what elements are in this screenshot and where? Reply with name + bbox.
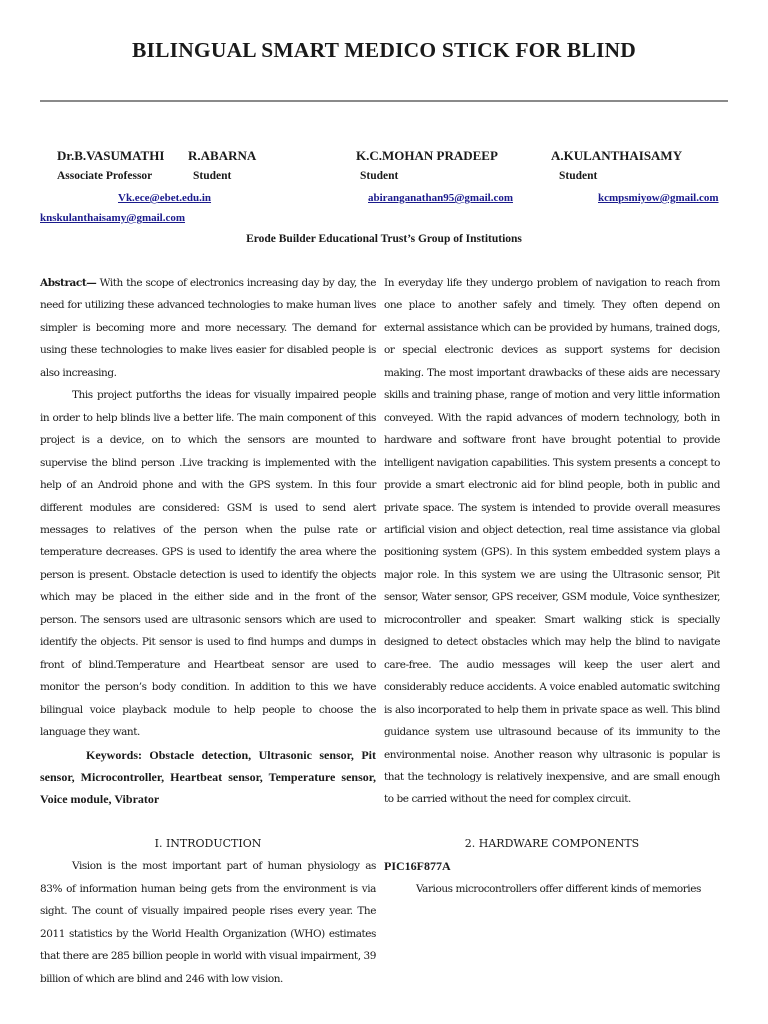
abstract-paragraph-1: Abstract— With the scope of electronics increasing day by day, the need for utilizing these advanced technologies to make human lives simpler is becoming more and more necessary. The demand for using these technologies to make lives easier for disabled people is also increasing.: [40, 277, 376, 379]
right-column: [384, 272, 720, 1024]
author-name-4: A.KULANTHAISAMY: [551, 148, 683, 163]
author-role-3: Student: [360, 170, 399, 182]
author-name-3: K.C.MOHAN PRADEEP: [356, 148, 498, 163]
author-email-1[interactable]: Vk.ece@ebet.edu.in: [118, 192, 212, 204]
paper-title: BILINGUAL SMART MEDICO STICK FOR BLIND: [131, 38, 637, 62]
intro-paragraph-1: Vision is the most important part of human physiology as 83% of information human being gets from the environment is via sight. The count of visually impaired people rises every year. The 2011 statistics by the World Health Organization (WHO) estimates that there are 285 billion people in world with visual impairment, 39 billion of which are blind and 246 with low vision.: [40, 860, 376, 985]
subheading-pic16f877a: PIC16F877A: [384, 859, 451, 874]
author-role-4: Student: [559, 170, 598, 182]
keywords: Keywords: Obstacle detection, Ultrasonic sensor, Pit sensor, Microcontroller, Heartbeat sensor, Temperature sensor, Voice module, Vibrator: [40, 747, 376, 807]
intro-paragraph-2: In everyday life they undergo problem of navigation to reach from one place to another safely and timely. They often depend on external assistance which can be provided by humans, trained dogs, or special electronic devices as support systems for decision making. The most important drawbacks of these aids are necessary skills and training phase, range of motion and very little information conveyed. With the rapid advances of modern technology, both in hardware and software front have brought potential to provide intelligent navigation capabilities. This system presents a concept to provide a smart electronic aid for blind people, both in public and private space. The system is intended to provide overall measures artificial vision and object detection, real time assistance via global positioning system (GPS). In this system embedded system plays a major role. In this system we are using the Ultrasonic sensor, Pit sensor, Water sensor, GPS receiver, GSM module, Voice synthesizer, microcontroller and speaker. Smart walking stick is specially designed to detect obstacles which may help the blind to navigate care-free. The audio messages will keep the user alert and considerably reduce accidents. A voice enabled automatic switching is also incorporated to help them in private space as well. This blind guidance system use ultrasound because of its immunity to the environmental noise. Another reason why ultrasonic is popular is that the technology is relatively inexpensive, and are small enough to be carried without the need for complex circuit.: [384, 277, 720, 806]
abstract-paragraph-2: This project putforths the ideas for visually impaired people in order to help blinds live a better life. The main component of this project is a device, on to which the sensors are mounted to supervise the blind person .Live tracking is implemented with the help of an Android phone and with the GPS system. In this four different modules are considered: GSM is used to send alert messages to relatives of the person when the pulse rate or temperature decreases. GPS is used to identify the area where the person is present. Obstacle detection is used to identify the objects which may be placed in the either side and in the front of the person. The sensors used are ultrasonic sensors which are used to identify the objects. Pit sensor is used to find humps and dumps in front of blind.Temperature and Heartbeat sensor are used to monitor the person’s body condition. In addition to this we have bilingual voice playback module to help people to choose the language they want.: [40, 389, 376, 739]
institution: Erode Builder Educational Trust’s Group of Institutions: [246, 233, 522, 245]
title-divider: [40, 100, 728, 102]
author-role-2: Student: [193, 170, 232, 182]
left-column: [40, 272, 376, 990]
author-role-1: Associate Professor: [57, 170, 153, 182]
abstract-label: Abstract—: [40, 277, 97, 289]
author-name-2: R.ABARNA: [188, 148, 257, 163]
author-email-3[interactable]: kcmpsmiyow@gmail.com: [598, 192, 719, 204]
section-heading-introduction: I. INTRODUCTION: [154, 836, 262, 850]
author-email-2[interactable]: abiranganathan95@gmail.com: [368, 192, 513, 204]
hardware-paragraph-1: Various microcontrollers offer different kinds of memories: [416, 882, 701, 895]
author-name-1: Dr.B.VASUMATHI: [57, 148, 165, 163]
section-heading-hardware: 2. HARDWARE COMPONENTS: [464, 836, 640, 850]
author-email-4[interactable]: knskulanthaisamy@gmail.com: [40, 212, 186, 224]
